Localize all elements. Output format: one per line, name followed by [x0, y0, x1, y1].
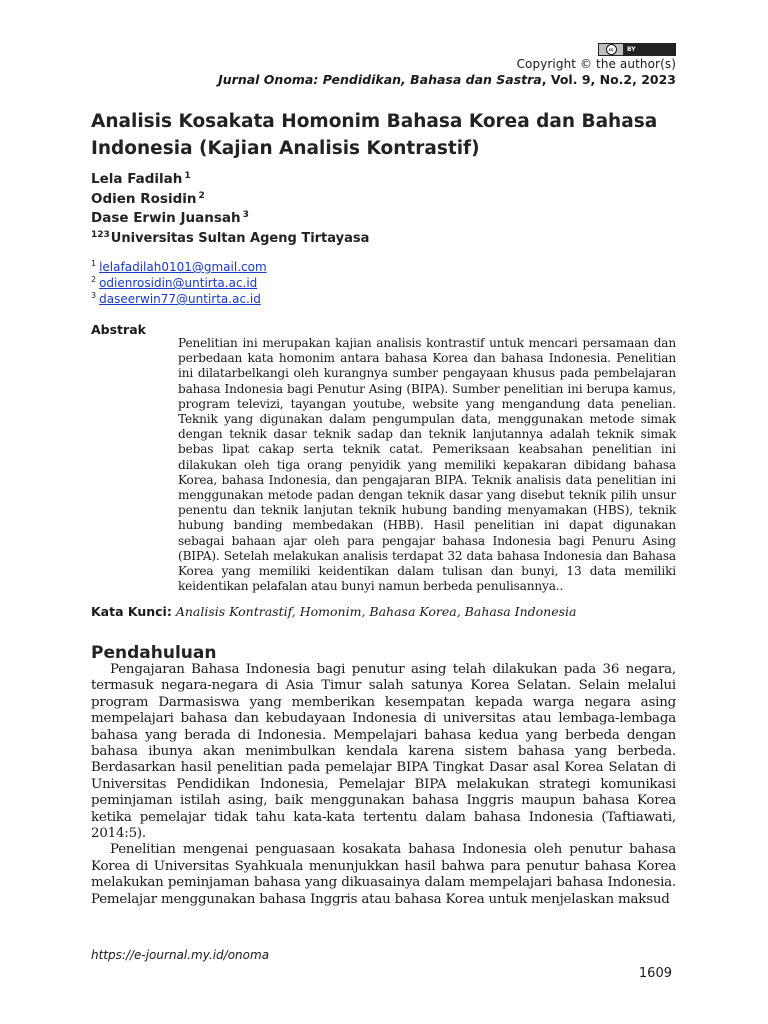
keywords-label: Kata Kunci:	[91, 604, 172, 619]
journal-name: Jurnal Onoma: Pendidikan, Bahasa dan Sastra	[218, 72, 542, 87]
journal-issue: , Vol. 9, No.2, 2023	[541, 72, 676, 87]
article-title	[91, 108, 681, 162]
email-row-2: $^2$ odienrosidin@untirta.ac.id	[91, 275, 258, 290]
by-label: BY	[627, 46, 636, 53]
title-line-2: Indonesia (Kajian Analisis Kontrastif)	[91, 138, 480, 159]
paragraph-1: Pengajaran Bahasa Indonesia bagi penutur asing telah dilakukan pada 36 negara, termasuk negara-negara di Asia Timur salah satunya Korea Selatan. Selain melalui program Darmasiswa yang memberikan kesempatan kepada warga negara asing mempelajari bahasa dan kebudayaan Indonesia di universitas atau lembaga-lembaga bahasa yang berada di Indonesia. Mempelajari bahasa kedua yang berbeda dengan bahasa ibunya akan menimbulkan kendala karena sistem bahasa yang berbeda. Berdasarkan hasil penelitian pada pemelajar BIPA Tingkat Dasar asal Korea Selatan di Universitas Pendidikan Indonesia, Pemelajar BIPA melakukan strategi komunikasi peminjaman istilah asing, baik menggunakan bahasa Inggris maupun bahasa Korea ketika pemelajar tidak tahu kata-kata tertentu dalam bahasa Indonesia (Taftiawati, 2014:5).	[91, 662, 676, 842]
keywords	[91, 604, 577, 619]
copyright-notice: Copyright © the author(s)	[516, 57, 676, 71]
keywords-list: Analisis Kontrastif, Homonim, Bahasa Korea, Bahasa Indonesia	[175, 604, 577, 619]
email-row-1: $^1$ lelafadilah0101@gmail.com	[91, 259, 267, 274]
cc-logo	[599, 44, 623, 55]
email-link-1[interactable]: lelafadilah0101@gmail.com	[99, 260, 267, 274]
page-number: 1609	[638, 966, 672, 981]
author-list	[91, 170, 369, 248]
title-line-1: Analisis Kosakata Homonim Bahasa Korea dan Bahasa	[91, 111, 658, 132]
introduction-body	[91, 662, 676, 908]
affiliation: $^{123}$Universitas Sultan Ageng Tirtayasa	[91, 229, 370, 246]
email-row-3: $^3$ daseerwin77@untirta.ac.id	[91, 291, 261, 306]
email-link-2[interactable]: odienrosidin@untirta.ac.id	[99, 276, 258, 290]
abstract-text: Penelitian ini merupakan kajian analisis kontrastif untuk mencari persamaan dan perbedaan kata homonim antara bahasa Korea dan bahasa Indonesia. Penelitian ini dilatarbelkangi oleh kurangnya sumber pengayaan khusus pada pembelajaran bahasa Indonesia bagi Penutur Asing (BIPA). Sumber penelitian ini berupa kamus, program televizi, tayangan youtube, website yang mengandung data penelian. Teknik yang digunakan dalam pengumpulan data, menggunakan metode simak dengan teknik dasar teknik sadap dan teknik lanjutannya adalah teknik simak bebas lipat cakap serta teknik catat. Pemeriksaan keabsahan penelitian ini dilakukan oleh tiga orang penyidik yang memiliki kepakaran dibidang bahasa Korea, bahasa Indonesia, dan pengajaran BIPA. Teknik analisis data penelitian ini menggunakan metode padan dengan teknik dasar yang disebut teknik pilih unsur penentu dan teknik lanjutan teknik hubung banding menyamakan (HBS), teknik hubung banding membedakan (HBB). Hasil penelitian ini dapat digunakan sebagai bahaan ajar oleh para pengajar bahasa Indonesia bagi Penuru Asing (BIPA). Setelah melakukan analisis terdapat 32 data bahasa Indonesia dan Bahasa Korea yang memiliki keidentikan dalam tulisan dan bunyi, 13 data memiliki keidentikan pelafalan atau bunyi namun berbeda penulisannya..	[178, 336, 676, 594]
email-link-3[interactable]: daseerwin77@untirta.ac.id	[99, 292, 261, 306]
section-heading-introduction: Pendahuluan	[91, 643, 217, 663]
journal-citation	[218, 72, 676, 87]
author-1: Lela Fadilah $^1$	[91, 171, 191, 187]
author-3: Dase Erwin Juansah $^3$	[91, 210, 249, 226]
journal-url[interactable]: https://e-journal.my.id/onoma	[91, 948, 270, 962]
cc-by-license-badge[interactable]	[598, 43, 676, 56]
abstract-label: Abstrak	[91, 322, 146, 337]
author-2: Odien Rosidin $^2$	[91, 190, 205, 207]
author-emails	[91, 259, 267, 307]
cc-icon: cc	[606, 44, 617, 55]
paragraph-2: Penelitian mengenai penguasaan kosakata bahasa Indonesia oleh penutur bahasa Korea di Universitas Syahkuala menunjukkan hasil bahwa para penutur bahasa Korea melakukan peminjaman bahasa yang dikuasainya dalam mempelajari bahasa Indonesia. Pemelajar menggunakan bahasa Inggris atau bahasa Korea untuk menjelaskan maksud	[91, 842, 676, 907]
